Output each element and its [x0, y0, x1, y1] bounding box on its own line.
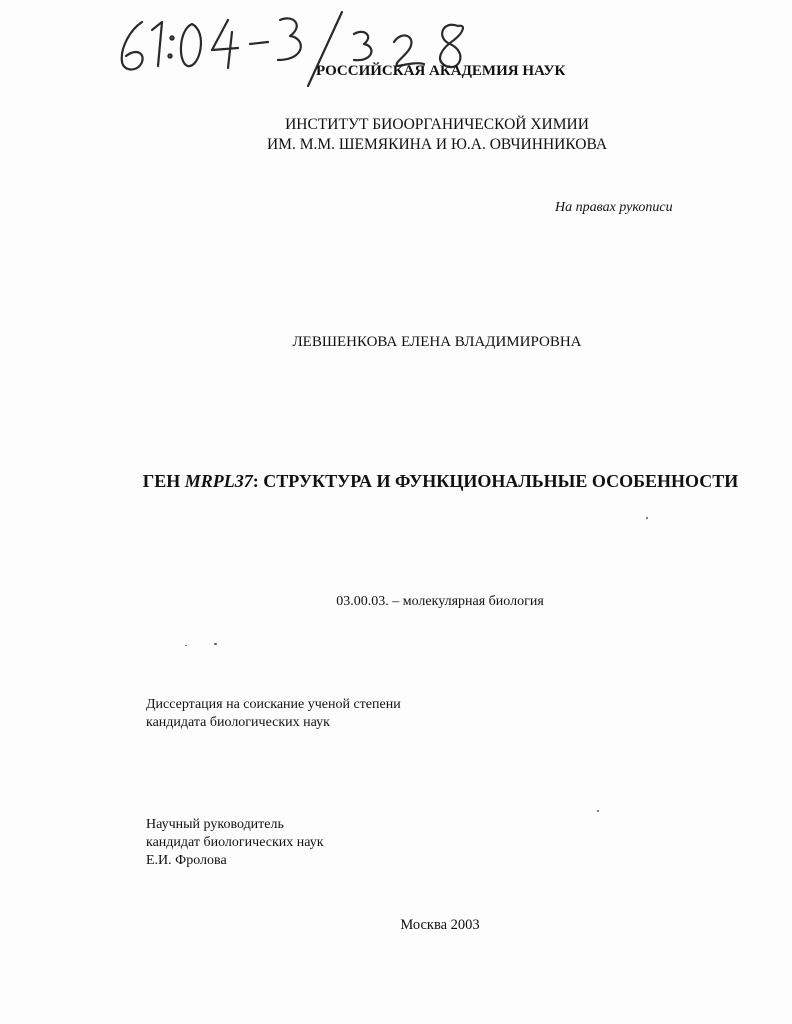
hw-colon-bottom [168, 54, 171, 57]
supervisor-degree: кандидат биологических наук [146, 835, 324, 850]
hw-digit-4 [212, 20, 238, 68]
dissertation-line-2: кандидата биологических наук [146, 715, 330, 730]
supervisor-name: Е.И. Фролова [146, 853, 227, 868]
scan-speck [214, 643, 217, 645]
hw-dash [250, 42, 268, 44]
scan-speck [646, 517, 648, 519]
scan-speck [185, 645, 187, 646]
supervisor-block [146, 816, 324, 870]
hw-colon-top [170, 36, 173, 39]
institute-line-1: ИНСТИТУТ БИООРГАНИЧЕСКОЙ ХИМИИ [285, 116, 589, 133]
city-year: Москва 2003 [400, 917, 480, 933]
hw-digit-1 [152, 22, 162, 66]
title-suffix: : СТРУКТУРА И ФУНКЦИОНАЛЬНЫЕ ОСОБЕННОСТИ [252, 471, 739, 491]
specialty-code: 03.00.03. – молекулярная биология [336, 594, 544, 609]
scan-speck [597, 810, 599, 812]
hw-digit-6 [122, 22, 143, 70]
dissertation-statement [146, 696, 401, 732]
supervisor-role: Научный руководитель [146, 817, 284, 832]
hw-digit-2 [394, 35, 424, 66]
hw-digit-8 [440, 25, 463, 67]
dissertation-line-1: Диссертация на соискание ученой степени [146, 697, 401, 712]
thesis-title [0, 472, 792, 490]
title-gene-name: MRPL37 [184, 471, 253, 491]
hw-digit-3b [354, 32, 371, 60]
author-name: ЛЕВШЕНКОВА ЕЛЕНА ВЛАДИМИРОВНА [292, 334, 582, 350]
rights-note: На правах рукописи [555, 200, 673, 215]
hw-digit-3 [278, 18, 301, 60]
institute-name [0, 115, 792, 155]
hw-digit-0 [181, 24, 201, 66]
title-prefix: ГЕН [142, 471, 185, 491]
institute-line-2: ИМ. М.М. ШЕМЯКИНА И Ю.А. ОВЧИННИКОВА [266, 136, 608, 153]
academy-name: РОССИЙСКАЯ АКАДЕМИЯ НАУК [316, 63, 566, 79]
